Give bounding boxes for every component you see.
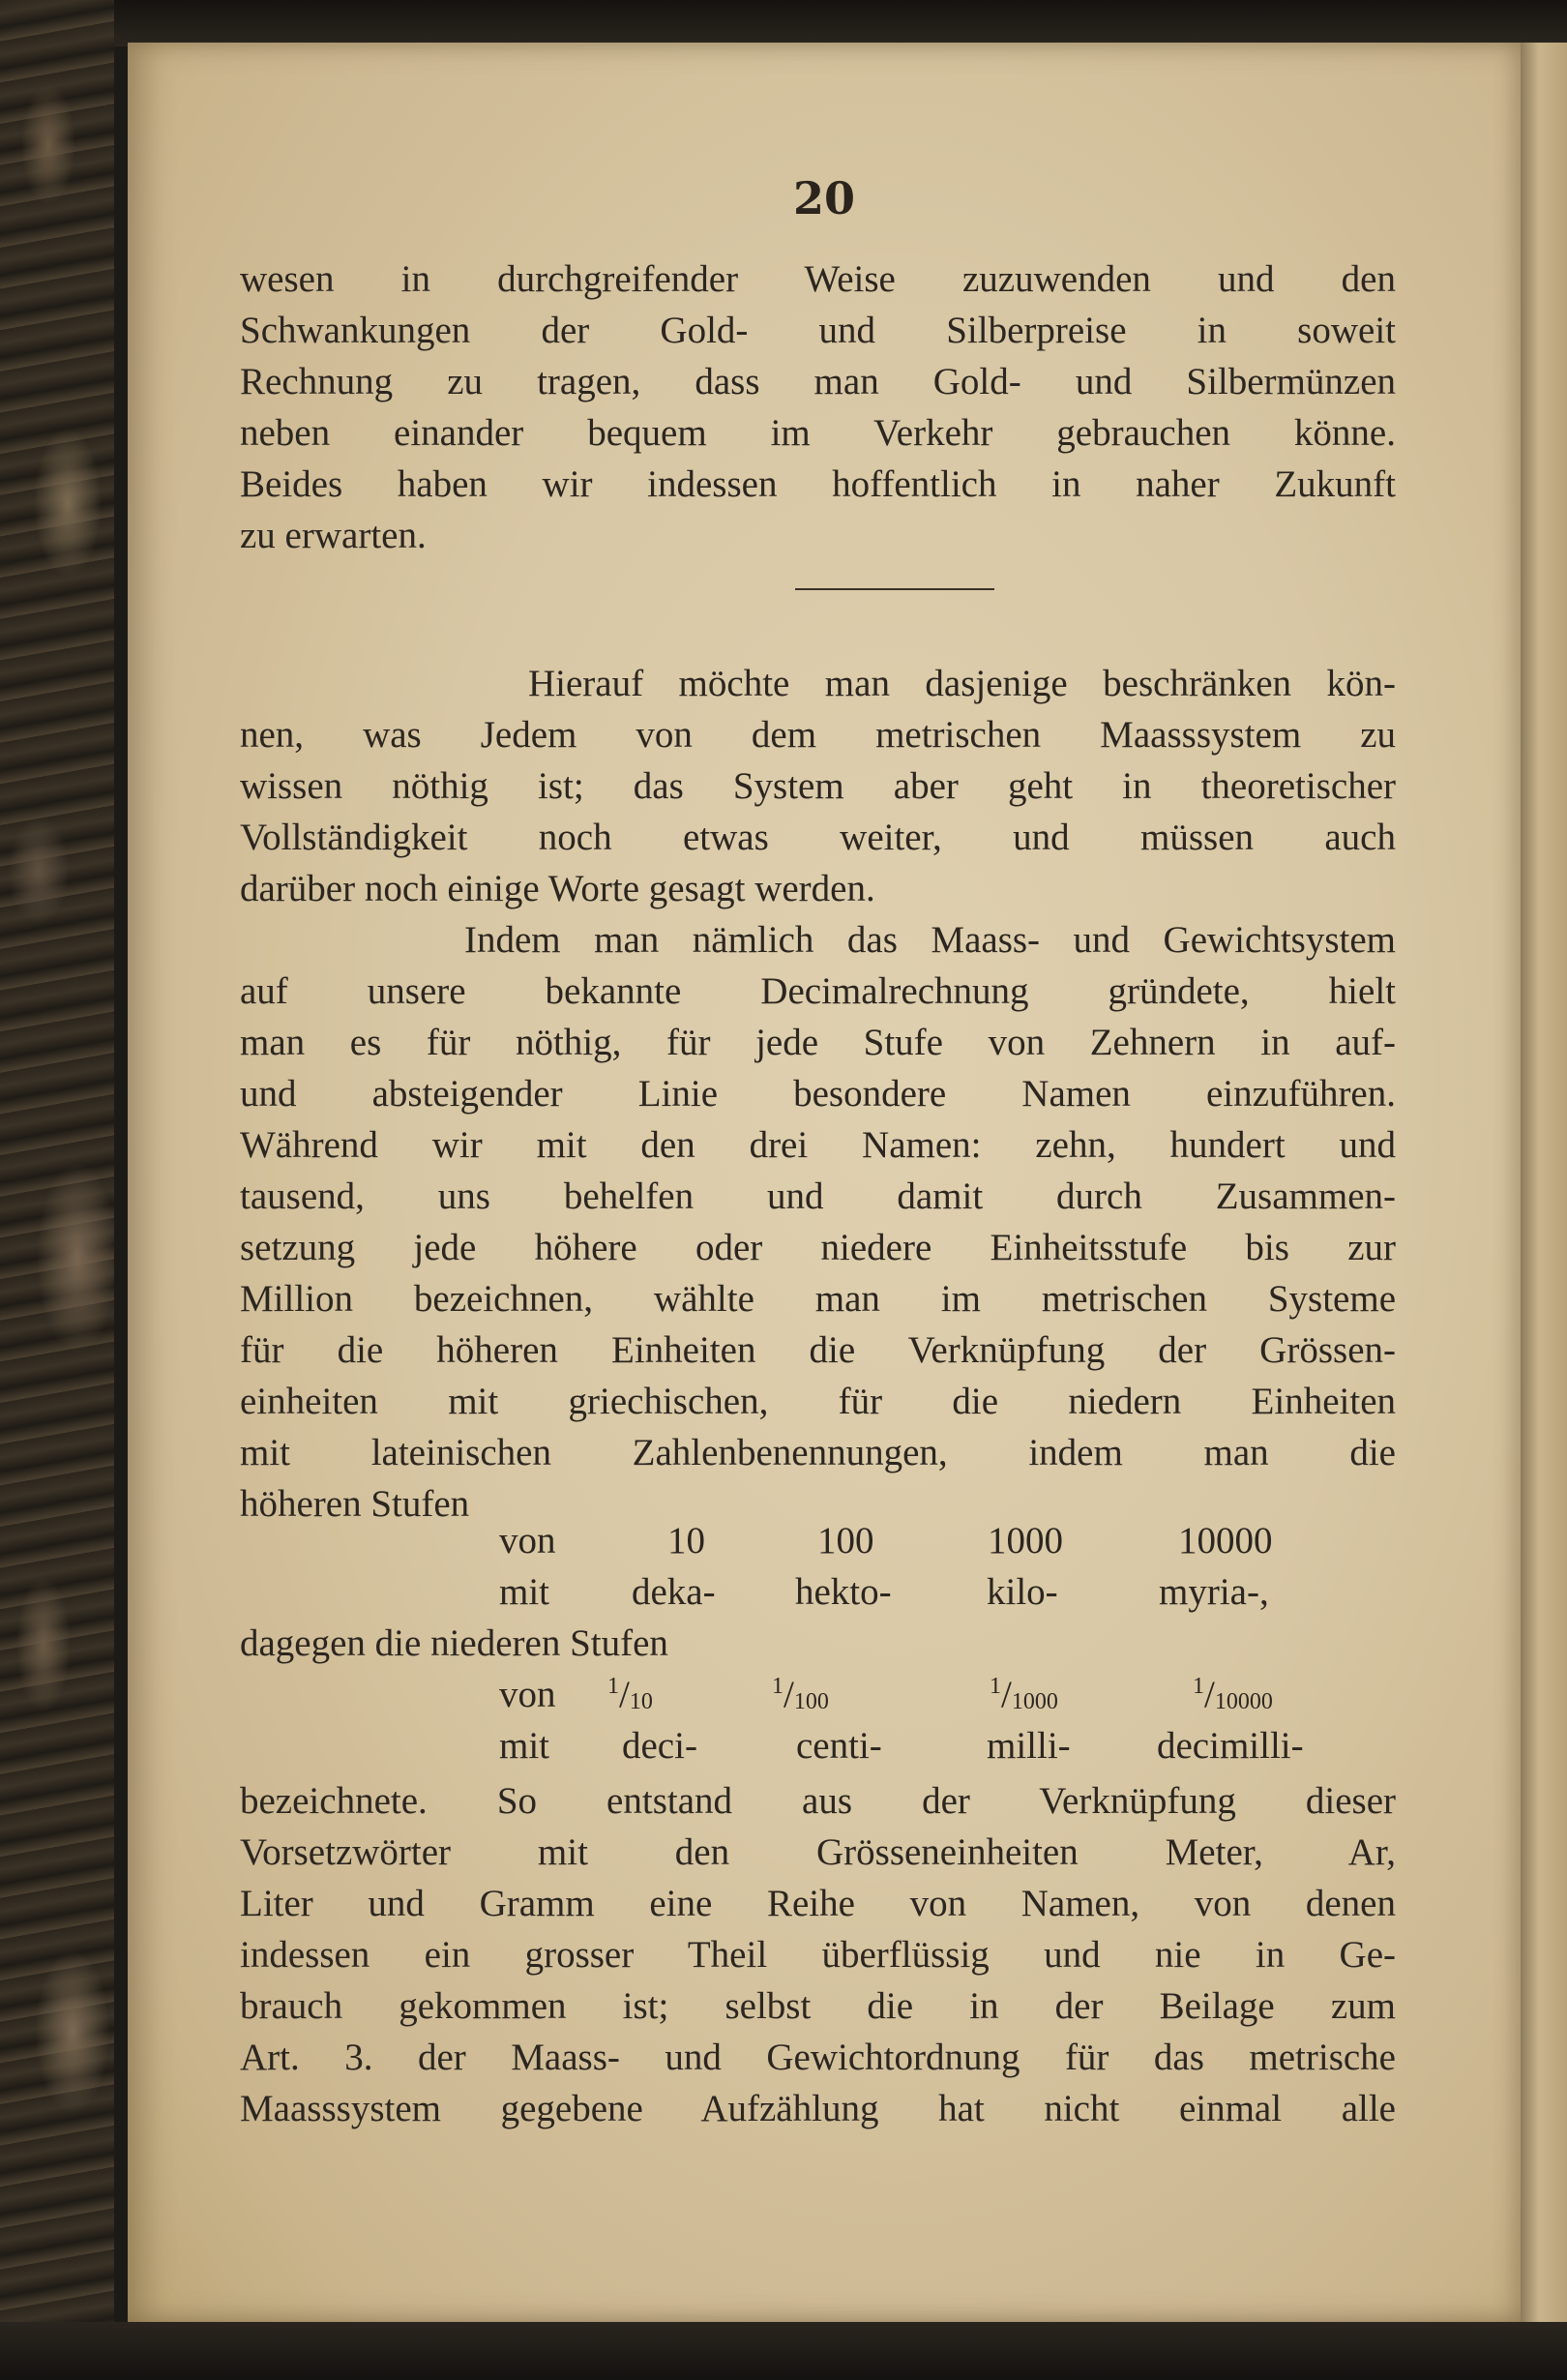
fraction: $^1/_{1000}$ xyxy=(990,1674,1058,1715)
table-cell: deci- xyxy=(622,1725,697,1767)
text-line: neben einander bequem im Verkehr gebrauchen könne. xyxy=(240,412,1396,454)
text-line: für die höheren Einheiten die Verknüpfung der Grössen- xyxy=(240,1329,1396,1371)
text-line: Schwankungen der Gold- und Silberpreise in soweit xyxy=(240,310,1396,351)
text-line: nen, was Jedem von dem metrischen Maasssystem zu xyxy=(240,714,1396,756)
facing-page-edge xyxy=(1521,43,1567,2322)
text-line: und absteigender Linie besondere Namen einzuführen. xyxy=(240,1073,1396,1115)
text-line: Maasssystem gegebene Aufzählung hat nicht einmal alle xyxy=(240,2088,1396,2129)
lower-units-values-row xyxy=(240,1673,1396,1724)
fraction-numerator: 1 xyxy=(1193,1674,1204,1699)
page-number: 20 xyxy=(792,172,855,224)
table-cell: hekto- xyxy=(795,1571,892,1613)
text-line: Rechnung zu tragen, dass man Gold- und Silbermünzen xyxy=(240,361,1396,402)
table-cell: von xyxy=(499,1674,556,1715)
fraction-denominator: 1000 xyxy=(1011,1689,1058,1714)
text-line: Vollständigkeit noch etwas weiter, und müssen auch xyxy=(240,817,1396,858)
table-cell: mit xyxy=(499,1725,550,1767)
book-cover-bottom-edge xyxy=(0,2322,1567,2380)
section-divider xyxy=(795,588,994,590)
paragraph-continuation xyxy=(240,253,1396,561)
text-line: Art. 3. der Maass- und Gewichtordnung für das metrische xyxy=(240,2037,1396,2078)
table-cell: mit xyxy=(499,1571,550,1613)
text-line: setzung jede höhere oder niedere Einheitsstufe bis zur xyxy=(240,1227,1396,1268)
text-line: tausend, uns behelfen und damit durch Zusammen- xyxy=(240,1175,1396,1217)
table-cell: milli- xyxy=(987,1725,1071,1767)
table-cell: centi- xyxy=(796,1725,882,1767)
book-cover-top-edge xyxy=(0,0,1567,46)
higher-units-prefixes-row xyxy=(240,1570,1396,1621)
text-line: Beides haben wir indessen hoffentlich in naher Zukunft xyxy=(240,463,1396,505)
text-line: Hierauf möchte man dasjenige beschränken kön- xyxy=(528,663,1396,704)
text-line: wissen nöthig ist; das System aber geht in theoretischer xyxy=(240,765,1396,807)
text-line: einheiten mit griechischen, für die niedern Einheiten xyxy=(240,1381,1396,1422)
table-cell: deka- xyxy=(632,1571,716,1613)
fraction-denominator: 10 xyxy=(629,1689,653,1714)
text-line: Vorsetzwörter mit den Grösseneinheiten Meter, Ar, xyxy=(240,1831,1396,1873)
table-cell: kilo- xyxy=(987,1571,1058,1613)
table-cell: decimilli- xyxy=(1157,1725,1304,1767)
text-line: indessen ein grosser Theil überflüssig und nie in Ge- xyxy=(240,1934,1396,1976)
text-line: man es für nöthig, für jede Stufe von Zehnern in auf- xyxy=(240,1022,1396,1063)
table-cell: 10 xyxy=(667,1520,705,1562)
fraction: $^1/_{100}$ xyxy=(772,1674,829,1715)
text-line: wesen in durchgreifender Weise zuzuwenden und den xyxy=(240,258,1396,300)
fraction: $^1/_{10}$ xyxy=(607,1674,653,1715)
table-cell: 100 xyxy=(817,1520,874,1562)
paragraph xyxy=(240,1775,1396,2134)
fraction-denominator: 100 xyxy=(793,1689,829,1714)
paragraph xyxy=(240,914,1396,1530)
fraction-numerator: 1 xyxy=(990,1674,1001,1699)
table-cell: myria-, xyxy=(1159,1571,1269,1613)
text-line: dagegen die niederen Stufen xyxy=(240,1622,668,1664)
text-line: darüber noch einige Worte gesagt werden. xyxy=(240,868,875,909)
fraction-numerator: 1 xyxy=(607,1674,619,1699)
table-cell: von xyxy=(499,1520,556,1562)
transition-line xyxy=(240,1621,1396,1673)
paragraph xyxy=(240,658,1396,914)
text-line: Million bezeichnen, wählte man im metrischen Systeme xyxy=(240,1278,1396,1320)
text-line: Indem man nämlich das Maass- und Gewichtsystem xyxy=(464,919,1396,961)
fraction-denominator: 10000 xyxy=(1214,1689,1273,1714)
text-line: Während wir mit den drei Namen: zehn, hundert und xyxy=(240,1124,1396,1166)
text-line: zu erwarten. xyxy=(240,515,427,556)
higher-units-values-row xyxy=(240,1519,1396,1570)
text-line: bezeichnete. So entstand aus der Verknüpfung dieser xyxy=(240,1780,1396,1822)
text-line: brauch gekommen ist; selbst die in der Beilage zum xyxy=(240,1985,1396,2027)
marbled-cover-edge xyxy=(0,0,114,2380)
fraction: $^1/_{10000}$ xyxy=(1193,1674,1273,1715)
table-cell: 10000 xyxy=(1178,1520,1273,1562)
table-cell: 1000 xyxy=(988,1520,1063,1562)
text-line: auf unsere bekannte Decimalrechnung gründete, hielt xyxy=(240,970,1396,1012)
text-line: höheren Stufen xyxy=(240,1483,470,1525)
lower-units-prefixes-row xyxy=(240,1724,1396,1775)
fraction-numerator: 1 xyxy=(772,1674,784,1699)
text-line: Liter und Gramm eine Reihe von Namen, von denen xyxy=(240,1883,1396,1924)
text-line: mit lateinischen Zahlenbenennungen, indem man die xyxy=(240,1432,1396,1473)
